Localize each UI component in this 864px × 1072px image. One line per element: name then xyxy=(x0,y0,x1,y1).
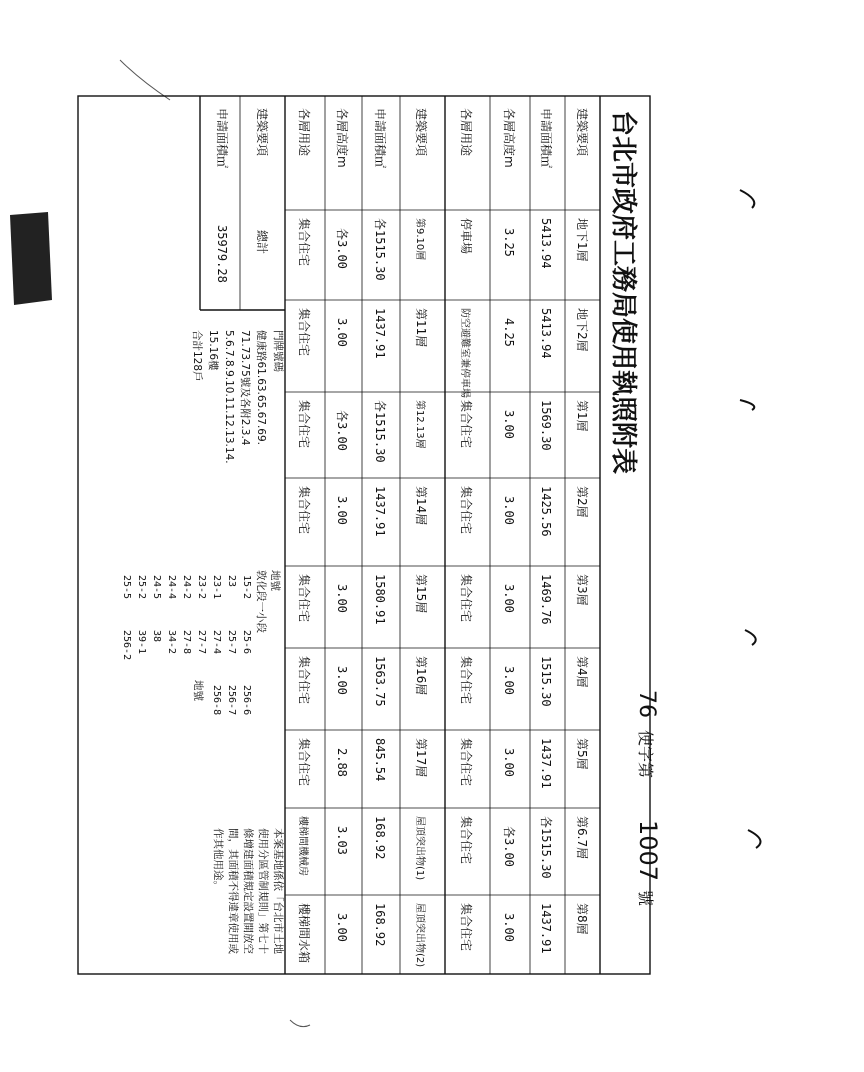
floor-height: 3.00 xyxy=(502,410,516,439)
row-label: 各層用途 xyxy=(459,108,473,157)
row-label: 建築要項 xyxy=(414,108,428,157)
door-plate-heading: 門牌號碼 xyxy=(272,330,284,372)
total-label: 總計 xyxy=(255,230,269,255)
floor-use: 集合住宅 xyxy=(459,656,473,705)
door-plate-line: 71.73.75號及各附2.3.4 xyxy=(239,330,251,446)
land-lot: 25-2 xyxy=(136,575,147,600)
floor-use: 集合住宅 xyxy=(297,308,311,357)
summary-label-item: 建築要項 xyxy=(255,108,269,157)
land-lot: 25-6 xyxy=(241,630,252,655)
land-lot: 25-5 xyxy=(121,575,132,600)
floor-area: 1580.91 xyxy=(373,574,387,625)
license-middle: 使字第 xyxy=(636,730,655,779)
land-lot: 27-8 xyxy=(181,630,192,655)
land-lot: 23-2 xyxy=(196,575,207,600)
land-lot: 256-8 xyxy=(211,685,222,716)
floor-height: 3.00 xyxy=(335,666,349,695)
floor-area: 1437.91 xyxy=(539,738,553,789)
floor-label: 第17層 xyxy=(414,738,428,778)
row-label: 各層高度m xyxy=(502,108,516,168)
floor-label: 第9.10層 xyxy=(414,218,425,261)
floor-label: 地下1層 xyxy=(575,218,589,262)
license-prefix: 76 xyxy=(634,690,659,718)
floor-label: 第4層 xyxy=(575,656,589,688)
floor-area: 各1515.30 xyxy=(539,816,553,879)
floor-area: 1569.30 xyxy=(539,400,553,451)
floor-label: 第11層 xyxy=(414,308,428,348)
floor-height: 4.25 xyxy=(502,318,516,347)
floor-label: 屋頂突出物(2) xyxy=(414,903,425,968)
floor-area: 168.92 xyxy=(373,816,387,860)
floor-label: 第15層 xyxy=(414,574,428,614)
floor-height: 3.00 xyxy=(502,496,516,525)
floor-label: 屋頂突出物(1) xyxy=(414,816,425,881)
floor-label: 第8層 xyxy=(575,903,589,935)
floor-label: 地下2層 xyxy=(575,308,589,352)
land-heading: 地號 xyxy=(269,570,281,591)
door-plate-line: 合計128戶 xyxy=(191,330,203,382)
floor-height: 各3.00 xyxy=(335,228,349,269)
floor-use: 集合住宅 xyxy=(297,400,311,449)
floor-use: 集合住宅 xyxy=(459,816,473,865)
table-summary xyxy=(200,96,285,310)
license-number: 1007 xyxy=(634,820,662,882)
floor-area: 5413.94 xyxy=(539,218,553,269)
floor-area: 1437.91 xyxy=(373,486,387,537)
floor-label: 第5層 xyxy=(575,738,589,770)
floor-height: 3.00 xyxy=(335,318,349,347)
floor-height: 3.00 xyxy=(335,496,349,525)
floor-height: 3.00 xyxy=(335,584,349,613)
note-line: 本案基地係依「台北市土地 xyxy=(272,828,284,954)
floor-height: 3.03 xyxy=(335,826,349,855)
land-lot: 24-2 xyxy=(181,575,192,600)
floor-use: 集合住宅 xyxy=(297,486,311,535)
floor-height: 3.00 xyxy=(502,584,516,613)
floor-area: 1469.76 xyxy=(539,574,553,625)
floor-label: 第3層 xyxy=(575,574,589,606)
outer-frame xyxy=(78,96,650,974)
floor-use: 集合住宅 xyxy=(297,574,311,623)
summary-label-area: 申請面積㎡ xyxy=(215,108,229,169)
floor-label: 第12.13層 xyxy=(414,400,425,449)
floor-height: 各3.00 xyxy=(335,410,349,451)
note-line: 使用分區管制規則」第七十 xyxy=(257,828,269,954)
floor-height: 3.00 xyxy=(502,666,516,695)
floor-height: 3.00 xyxy=(335,913,349,942)
note-line: 作其他用途。 xyxy=(212,828,224,891)
floor-use: 集合住宅 xyxy=(459,738,473,787)
floor-use: 樓梯間水箱 xyxy=(297,903,311,964)
license-suffix: 號 xyxy=(636,890,655,907)
row-label: 申請面積㎡ xyxy=(373,108,387,169)
floor-area: 各1515.30 xyxy=(373,218,387,281)
row-label: 各層用途 xyxy=(297,108,311,157)
land-lot: 23 xyxy=(226,575,237,588)
floor-area: 1515.30 xyxy=(539,656,553,707)
land-lot: 25-7 xyxy=(226,630,237,655)
door-plate-line: 15.16樓 xyxy=(207,330,219,371)
floor-use: 集合住宅 xyxy=(459,574,473,623)
row-label: 建築要項 xyxy=(575,108,589,157)
document-title: 台北市政府工務局使用執照附表 xyxy=(608,110,638,475)
floor-area: 1425.56 xyxy=(539,486,553,537)
land-lot: 38 xyxy=(151,630,162,643)
door-plate-line: 健康路61.63.65.67.69. xyxy=(255,330,267,445)
floor-height: 2.88 xyxy=(335,748,349,777)
floor-height: 3.25 xyxy=(502,228,516,257)
floor-use: 集合住宅 xyxy=(459,400,473,449)
total-area: 35979.28 xyxy=(215,225,229,283)
row-label: 申請面積㎡ xyxy=(539,108,553,169)
land-lot: 256-2 xyxy=(121,630,132,661)
floor-use: 樓梯間機械房 xyxy=(297,816,308,876)
land-lot: 34-2 xyxy=(166,630,177,655)
floor-area: 1437.91 xyxy=(539,903,553,954)
land-section: 敦化段一小段 xyxy=(255,570,267,633)
floor-label: 第1層 xyxy=(575,400,589,432)
land-lot: 15-2 xyxy=(241,575,252,600)
floor-height: 各3.00 xyxy=(502,826,516,867)
floor-area: 1437.91 xyxy=(373,308,387,359)
scan-artifacts xyxy=(10,60,761,1027)
land-heading-right: 地號 xyxy=(192,680,204,701)
land-lot: 256-7 xyxy=(226,685,237,716)
row-label: 各層高度m xyxy=(335,108,349,168)
note-line: 條增建面積規定設置開放空 xyxy=(242,828,254,954)
floor-use: 停車場 xyxy=(459,218,473,255)
land-lot: 24-5 xyxy=(151,575,162,600)
floor-use: 集合住宅 xyxy=(459,903,473,952)
floor-area: 845.54 xyxy=(373,738,387,782)
floor-height: 3.00 xyxy=(502,748,516,777)
land-lot: 24-4 xyxy=(166,575,177,600)
floor-area: 1563.75 xyxy=(373,656,387,707)
floor-height: 3.00 xyxy=(502,913,516,942)
land-lot: 27-7 xyxy=(196,630,207,655)
floor-use: 集合住宅 xyxy=(297,738,311,787)
floor-label: 第2層 xyxy=(575,486,589,518)
floor-use: 防空避難室兼停車場 xyxy=(459,308,470,398)
floor-label: 第6.7層 xyxy=(575,816,589,860)
floor-use: 集合住宅 xyxy=(297,656,311,705)
floor-area: 5413.94 xyxy=(539,308,553,359)
door-plate-line: 5.6.7.8.9.10.11.12.13.14. xyxy=(223,330,235,464)
floor-use: 集合住宅 xyxy=(459,486,473,535)
note-line: 間，其面積不得違章使用或 xyxy=(227,828,239,954)
floor-label: 第16層 xyxy=(414,656,428,696)
floor-area: 各1515.30 xyxy=(373,400,387,463)
land-lot: 256-6 xyxy=(241,685,252,716)
land-lot: 27-4 xyxy=(211,630,222,655)
floor-use: 集合住宅 xyxy=(297,218,311,267)
land-lot: 23-1 xyxy=(211,575,222,600)
floor-label: 第14層 xyxy=(414,486,428,526)
land-lot: 39-1 xyxy=(136,630,147,655)
floor-area: 168.92 xyxy=(373,903,387,947)
